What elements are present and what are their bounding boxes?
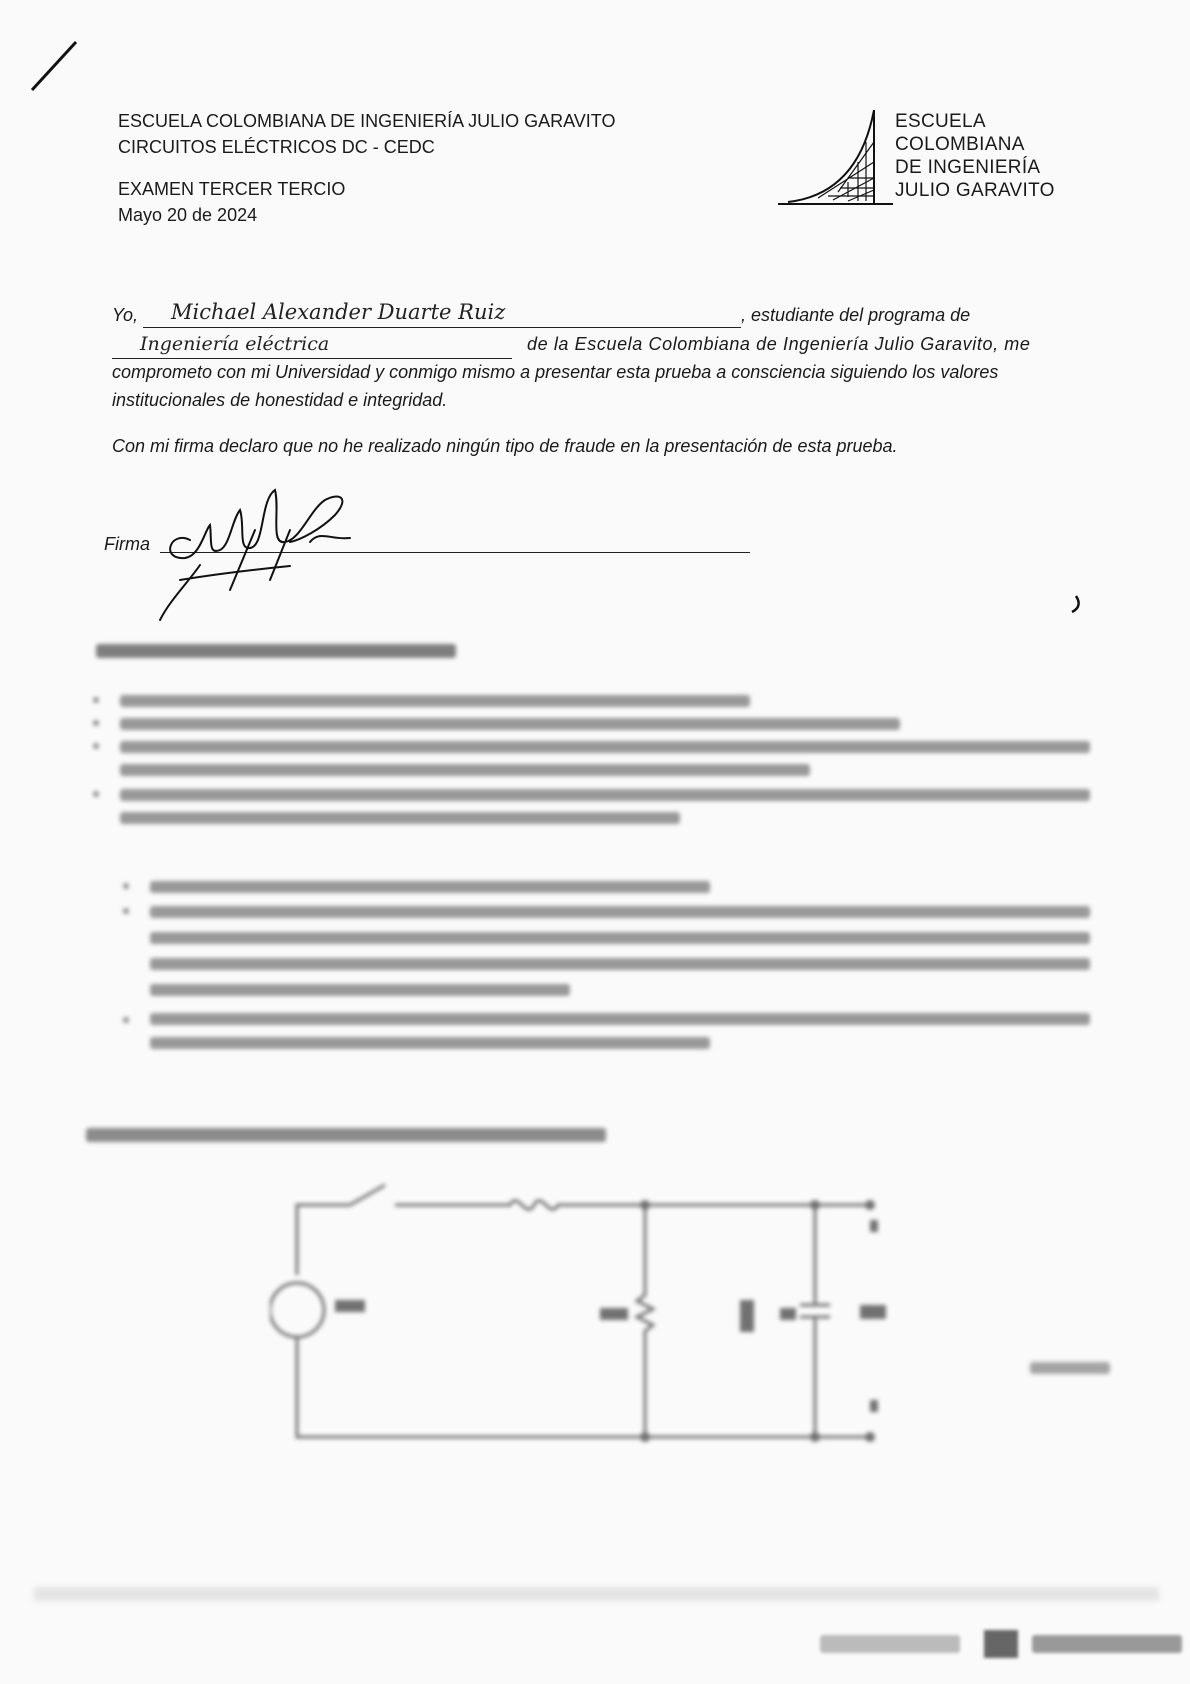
program-intro: , estudiante del programa de (741, 305, 971, 325)
honesty-declaration (112, 300, 1067, 460)
values-line: institucionales de honestidad e integridad. (112, 390, 448, 410)
exam-header (118, 108, 615, 228)
blurred-note (1030, 1362, 1110, 1374)
school-name: ESCUELA COLOMBIANA DE INGENIERÍA JULIO GARAVITO (118, 111, 616, 131)
program-name: Ingeniería eléctrica (140, 333, 330, 355)
student-name: Michael Alexander Duarte Ruiz (171, 300, 506, 324)
handwritten-signature (150, 470, 380, 630)
course-name: CIRCUITOS ELÉCTRICOS DC - CEDC (118, 137, 435, 157)
university-logo (778, 102, 1098, 222)
yo-label: Yo, (112, 305, 139, 325)
logo-text-2: COLOMBIANA (895, 134, 1025, 155)
logo-text-1: ESCUELA (895, 111, 986, 132)
logo-text-4: JULIO GARAVITO (895, 180, 1055, 201)
scanner-watermark (820, 1630, 1182, 1658)
logo-mark (778, 102, 893, 222)
firma-label: Firma (104, 534, 150, 554)
exam-date: Mayo 20 de 2024 (118, 205, 258, 225)
commitment-line: comprometo con mi Universidad y conmigo mismo a presentar esta prueba a consciencia siguiendo los valores (112, 362, 999, 382)
corner-pen-mark (28, 38, 88, 98)
school-line: de la Escuela Colombiana de Ingeniería Julio Garavito, me (527, 334, 1031, 354)
firma-statement: Con mi firma declaro que no he realizado ningún tipo de fraude en la presentación de esta prueba. (112, 436, 898, 456)
margin-mark (1068, 594, 1084, 614)
scan-edge (34, 1587, 1159, 1601)
exam-title: EXAMEN TERCER TERCIO (118, 179, 346, 199)
logo-text-3: DE INGENIERÍA (895, 157, 1041, 178)
circuit-diagram (270, 1180, 950, 1470)
